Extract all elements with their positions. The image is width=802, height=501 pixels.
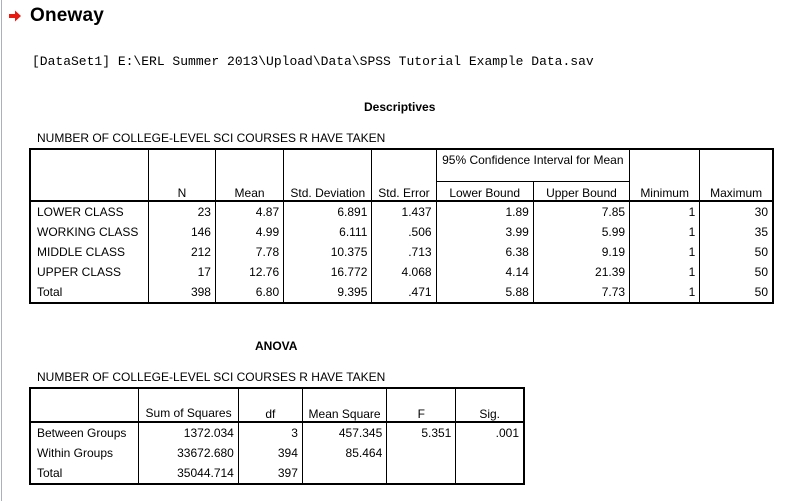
table-cell: 7.73 [533,282,629,303]
table-cell: 1 [630,282,700,303]
table-cell: 1.437 [372,201,436,222]
column-header: Sum of Squares [139,388,239,422]
table-cell: 3.99 [436,222,533,242]
table-cell [456,463,524,484]
table-cell: 4.99 [215,222,283,242]
table-cell: 4.87 [215,201,283,222]
table-row [30,262,773,282]
table-cell: 1.89 [436,201,533,222]
table-cell: 398 [148,282,215,303]
table-cell: 17 [148,262,215,282]
table-row [30,242,773,262]
column-header: Lower Bound [436,181,533,201]
table-cell: 33672.680 [139,443,239,463]
table-cell: 1 [630,242,700,262]
table-cell: 1 [630,201,700,222]
descriptives-title: Descriptives [364,100,436,114]
oneway-heading: Oneway [30,5,105,26]
ci-group-header: 95% Confidence Interval for Mean [436,149,630,181]
table-cell: 146 [148,222,215,242]
column-header: F [387,388,456,422]
dataset-path-line: [DataSet1] E:\ERL Summer 2013\Upload\Data\SPSS Tutorial Example Data.sav [32,54,594,69]
table-cell: 397 [238,463,302,484]
row-label: WORKING CLASS [30,222,148,242]
table-cell: 7.78 [215,242,283,262]
table-cell: 35 [700,222,773,242]
right-arrow-icon [8,9,22,23]
row-label: LOWER CLASS [30,201,148,222]
table-cell [456,443,524,463]
table-cell: 6.111 [284,222,372,242]
table-cell [387,463,456,484]
table-cell: 12.76 [215,262,283,282]
descriptives-table [29,148,774,304]
table-cell: 4.068 [372,262,436,282]
table-row [30,463,524,484]
descriptives-corner-cell [30,149,148,201]
anova-table [29,387,525,485]
column-header: Mean [215,149,283,201]
table-cell: 6.38 [436,242,533,262]
row-label: Total [30,463,139,484]
table-cell: 23 [148,201,215,222]
table-cell: 394 [238,443,302,463]
anova-title: ANOVA [255,339,298,353]
table-cell: 4.14 [436,262,533,282]
table-cell: 35044.714 [139,463,239,484]
table-cell: 1 [630,222,700,242]
column-header: df [238,388,302,422]
table-cell: 457.345 [302,422,386,443]
column-header: Std. Error [372,149,436,201]
table-cell: 6.80 [215,282,283,303]
table-cell: 10.375 [284,242,372,262]
table-cell: 1372.034 [139,422,239,443]
table-cell: 50 [700,242,773,262]
table-cell: 3 [238,422,302,443]
table-row [30,222,773,242]
table-cell: 50 [700,282,773,303]
table-cell: 5.99 [533,222,629,242]
table-cell: .506 [372,222,436,242]
table-row [30,282,773,303]
column-header: Mean Square [302,388,386,422]
table-row [30,201,773,222]
table-cell [387,443,456,463]
row-label: Between Groups [30,422,139,443]
table-cell: 5.351 [387,422,456,443]
table-row [30,443,524,463]
table-cell: 1 [630,262,700,282]
column-header: N [148,149,215,201]
anova-subtitle: NUMBER OF COLLEGE-LEVEL SCI COURSES R HAVE TAKEN [37,370,386,384]
row-label: MIDDLE CLASS [30,242,148,262]
row-label: Within Groups [30,443,139,463]
column-header: Minimum [630,149,700,201]
table-row [30,422,524,443]
output-pane-left-border [1,0,2,501]
table-cell: .471 [372,282,436,303]
table-cell [302,463,386,484]
table-cell: 5.88 [436,282,533,303]
table-cell: 9.19 [533,242,629,262]
column-header: Sig. [456,388,524,422]
descriptives-subtitle: NUMBER OF COLLEGE-LEVEL SCI COURSES R HAVE TAKEN [37,131,386,145]
table-cell: 50 [700,262,773,282]
table-cell: .001 [456,422,524,443]
table-cell: 30 [700,201,773,222]
column-header: Upper Bound [533,181,629,201]
table-cell: 9.395 [284,282,372,303]
table-cell: 7.85 [533,201,629,222]
table-cell: 21.39 [533,262,629,282]
table-cell: .713 [372,242,436,262]
table-cell: 85.464 [302,443,386,463]
column-header: Std. Deviation [284,149,372,201]
row-label: UPPER CLASS [30,262,148,282]
table-cell: 212 [148,242,215,262]
table-cell: 16.772 [284,262,372,282]
table-cell: 6.891 [284,201,372,222]
anova-corner-cell [30,388,139,422]
oneway-heading-row[interactable] [8,5,104,27]
row-label: Total [30,282,148,303]
column-header: Maximum [700,149,773,201]
